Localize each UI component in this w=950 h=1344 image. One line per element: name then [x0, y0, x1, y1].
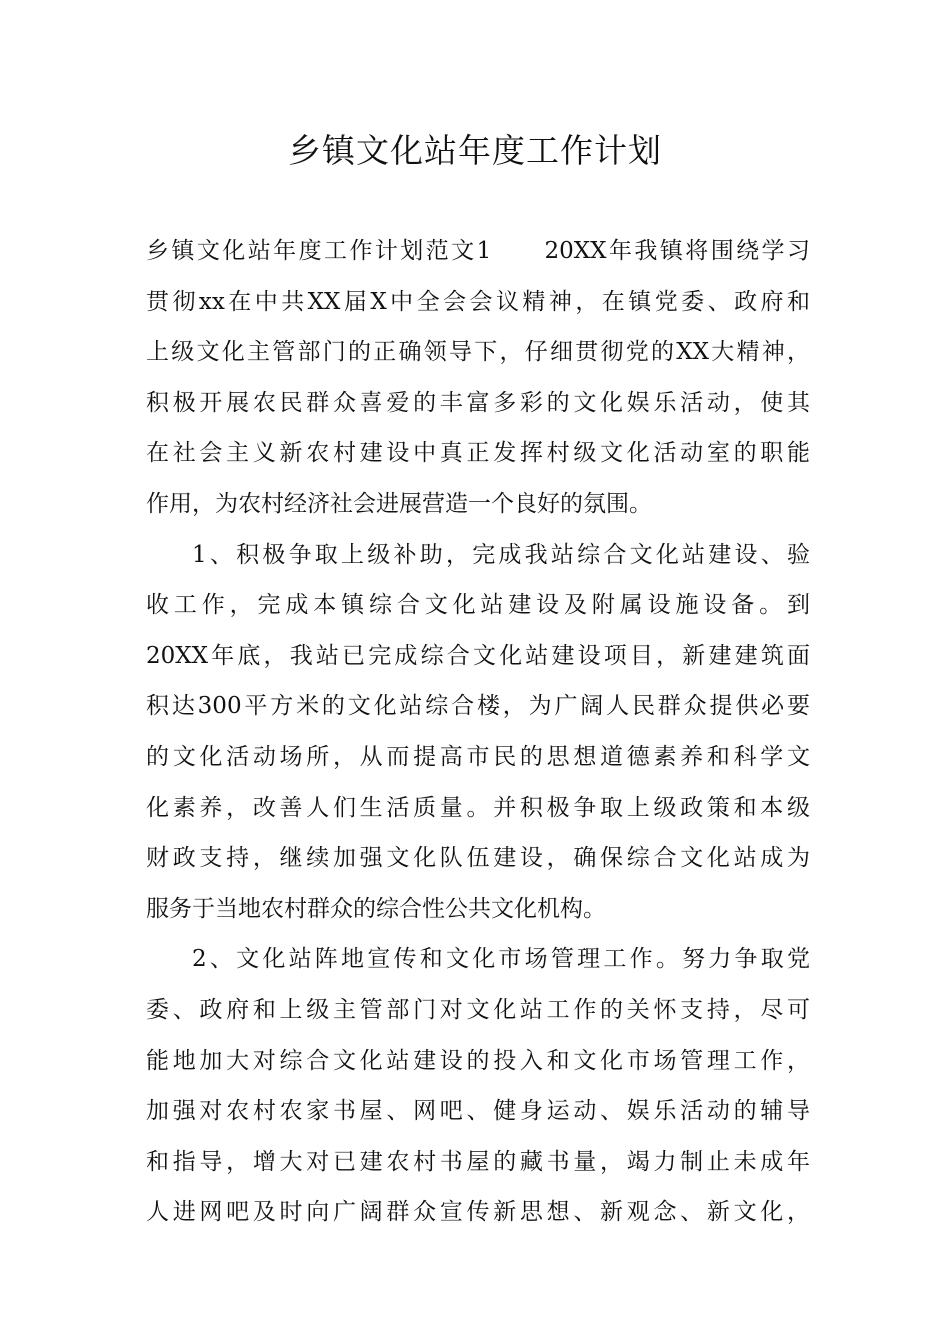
- text-line: 积达300平方米的文化站综合楼，为广阔人民群众提供必要: [146, 693, 810, 720]
- text-line: 积极开展农民群众喜爱的丰富多彩的文化娱乐活动，使其: [146, 389, 810, 416]
- text-line: 乡镇文化站年度工作计划范文1 20XX年我镇将围绕学习: [146, 238, 810, 264]
- text-line: 1、积极争取上级补助，完成我站综合文化站建设、验: [192, 541, 810, 568]
- text-line: 的文化活动场所，从而提高市民的思想道德素养和科学文: [146, 743, 810, 770]
- text-line: 财政支持，继续加强文化队伍建设，确保综合文化站成为: [146, 845, 810, 872]
- text-line: 和指导，增大对已建农村书屋的藏书量，竭力制止未成年: [146, 1148, 810, 1175]
- text-line: 贯彻xx在中共XX届X中全会会议精神，在镇党委、政府和: [146, 288, 810, 315]
- text-line: 服务于当地农村群众的综合性公共文化机构。: [146, 895, 606, 922]
- text-line: 委、政府和上级主管部门对文化站工作的关怀支持，尽可: [146, 996, 810, 1023]
- text-line: 在社会主义新农村建设中真正发挥村级文化活动室的职能: [146, 440, 810, 467]
- text-line: 上级文化主管部门的正确领导下，仔细贯彻党的XX大精神，: [146, 339, 810, 366]
- text-line: 20XX年底，我站已完成综合文化站建设项目，新建建筑面: [146, 642, 810, 669]
- paragraph-intro: [146, 226, 810, 530]
- text-line: 化素养，改善人们生活质量。并积极争取上级政策和本级: [146, 794, 810, 821]
- paragraph-item-2: [146, 934, 810, 1238]
- text-line: 收工作，完成本镇综合文化站建设及附属设施设备。到: [146, 592, 810, 619]
- paragraph-item-1: [146, 530, 810, 935]
- text-line: 人进网吧及时向广阔群众宣传新思想、新观念、新文化，: [146, 1199, 810, 1226]
- text-line: 加强对农村农家书屋、网吧、健身运动、娱乐活动的辅导: [146, 1098, 810, 1125]
- document-title: 乡镇文化站年度工作计划: [288, 131, 662, 170]
- text-line: 能地加大对综合文化站建设的投入和文化市场管理工作，: [146, 1047, 810, 1074]
- text-line: 2、文化站阵地宣传和文化市场管理工作。努力争取党: [192, 946, 810, 973]
- document-body: [146, 226, 810, 1238]
- text-line: 作用，为农村经济社会进展营造一个良好的氛围。: [146, 490, 652, 517]
